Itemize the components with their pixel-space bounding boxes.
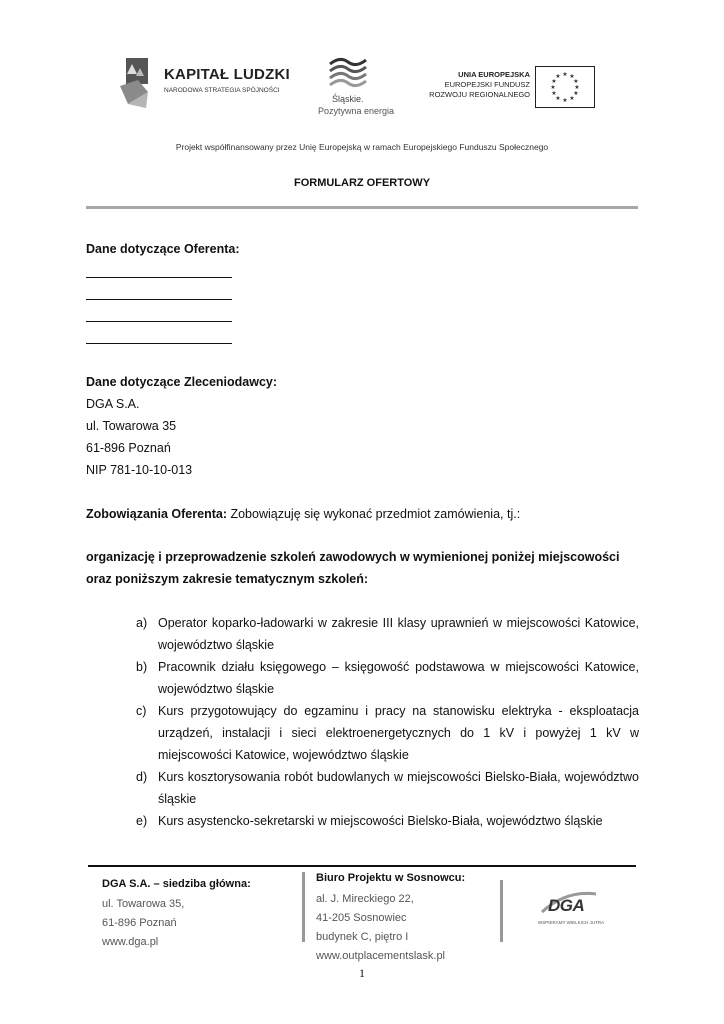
client-city: 61-896 Poznań	[86, 441, 171, 455]
svg-text:★: ★	[562, 71, 568, 78]
obligations-paragraph	[86, 507, 520, 521]
svg-text:★: ★	[569, 95, 575, 102]
list-marker: d)	[136, 770, 148, 784]
office-heading: Biuro Projektu w Sosnowcu:	[316, 872, 466, 884]
dga-logo-text: DGA	[548, 896, 585, 915]
page-title: FORMULARZ OFERTOWY	[293, 177, 431, 189]
slaskie-waves-icon	[326, 54, 370, 94]
hq-street: ul. Towarowa 35,	[102, 898, 185, 910]
office-city: 41-205 Sosnowiec	[316, 912, 407, 924]
eu-flag-icon	[535, 66, 595, 108]
eu-line-2: EUROPEJSKI FUNDUSZ	[444, 80, 530, 89]
eu-fund-label	[420, 70, 530, 100]
svg-text:★: ★	[550, 84, 556, 91]
client-street: ul. Towarowa 35	[86, 419, 177, 433]
title-divider	[86, 206, 638, 209]
course-list	[136, 612, 639, 832]
footer-separator	[500, 880, 503, 942]
scope-line-2: oraz poniższym zakresie tematycznym szkoleń:	[86, 572, 369, 586]
slaskie-slogan: Pozytywna energia	[318, 106, 395, 116]
kapital-ludzki-logo	[118, 54, 288, 110]
office-website: www.outplacementslask.pl	[316, 950, 446, 962]
office-street: al. J. Mireckiego 22,	[316, 893, 414, 905]
client-name: DGA S.A.	[86, 397, 140, 411]
kapital-ludzki-title: KAPITAŁ LUDZKI	[164, 66, 290, 83]
hq-city: 61-896 Poznań	[102, 917, 177, 929]
hq-website: www.dga.pl	[102, 936, 159, 948]
list-marker: a)	[136, 616, 148, 630]
scope-line-1: organizację i przeprowadzenie szkoleń zawodowych w wymienionej poniżej miejscowości	[86, 550, 620, 564]
kapital-ludzki-subtitle: NARODOWA STRATEGIA SPÓJNOŚCI	[164, 87, 280, 94]
svg-text:★: ★	[569, 73, 575, 80]
svg-text:★: ★	[573, 90, 579, 97]
slaskie-name: Śląskie.	[332, 94, 364, 104]
svg-text:★: ★	[555, 95, 561, 102]
svg-text:★: ★	[555, 73, 561, 80]
footer-separator	[302, 872, 305, 942]
svg-text:★: ★	[562, 97, 568, 104]
client-heading: Dane dotyczące Zleceniodawcy:	[86, 375, 278, 389]
office-building: budynek C, piętro I	[316, 931, 409, 943]
svg-text:★: ★	[551, 90, 557, 97]
offeror-heading: Dane dotyczące Oferenta:	[86, 242, 240, 256]
course-text: Kurs przygotowujący do egzaminu i pracy na stanowisku elektryka - eksploatacja urządzeń, instalacji i sieci elektroenergetycznych do 1 kV i powyżej 1 kV w miejscowości Katowice, województwo śląskie	[158, 704, 639, 762]
footer-divider	[88, 865, 636, 867]
hq-heading: DGA S.A. – siedziba główna:	[102, 878, 251, 890]
page-number: 1	[359, 966, 365, 980]
list-item	[136, 700, 639, 766]
eu-line-1: UNIA EUROPEJSKA	[458, 70, 530, 79]
offeror-blank-line	[86, 343, 232, 344]
course-text: Pracownik działu księgowego – księgowość podstawowa w miejscowości Katowice, województwo śląskie	[158, 660, 639, 696]
kapital-ludzki-emblem-icon	[118, 54, 158, 110]
svg-text:★: ★	[574, 84, 580, 91]
list-marker: c)	[136, 704, 147, 718]
obligations-label: Zobowiązania Oferenta:	[86, 507, 227, 521]
svg-text:★: ★	[573, 78, 579, 85]
dga-logo	[536, 888, 605, 932]
list-marker: b)	[136, 660, 148, 674]
list-item	[136, 612, 639, 656]
slaskie-logo	[318, 54, 395, 124]
list-marker: e)	[136, 814, 148, 828]
cofunding-note: Projekt współfinansowany przez Unię Europejską w ramach Europejskiego Funduszu Społecznego	[175, 142, 549, 152]
svg-text:★: ★	[551, 78, 557, 85]
course-text: Kurs asystencko-sekretarski w miejscowości Bielsko-Biała, województwo śląskie	[158, 814, 603, 828]
obligations-text: Zobowiązuję się wykonać przedmiot zamówienia, tj.:	[227, 507, 521, 521]
list-item	[136, 766, 639, 810]
eu-line-3: ROZWOJU REGIONALNEGO	[429, 90, 530, 99]
list-item	[136, 810, 639, 832]
list-item	[136, 656, 639, 700]
offeror-blank-line	[86, 321, 232, 322]
offeror-blank-line	[86, 277, 232, 278]
course-text: Kurs kosztorysowania robót budowlanych w miejscowości Bielsko-Biała, województwo śląskie	[158, 770, 639, 806]
dga-tagline: WSPIERAMY WIELKICH JUTRA	[538, 920, 605, 925]
offeror-blank-line	[86, 299, 232, 300]
client-nip: NIP 781-10-10-013	[86, 463, 193, 477]
course-text: Operator koparko-ładowarki w zakresie III klasy uprawnień w miejscowości Katowice, województwo śląskie	[158, 616, 639, 652]
